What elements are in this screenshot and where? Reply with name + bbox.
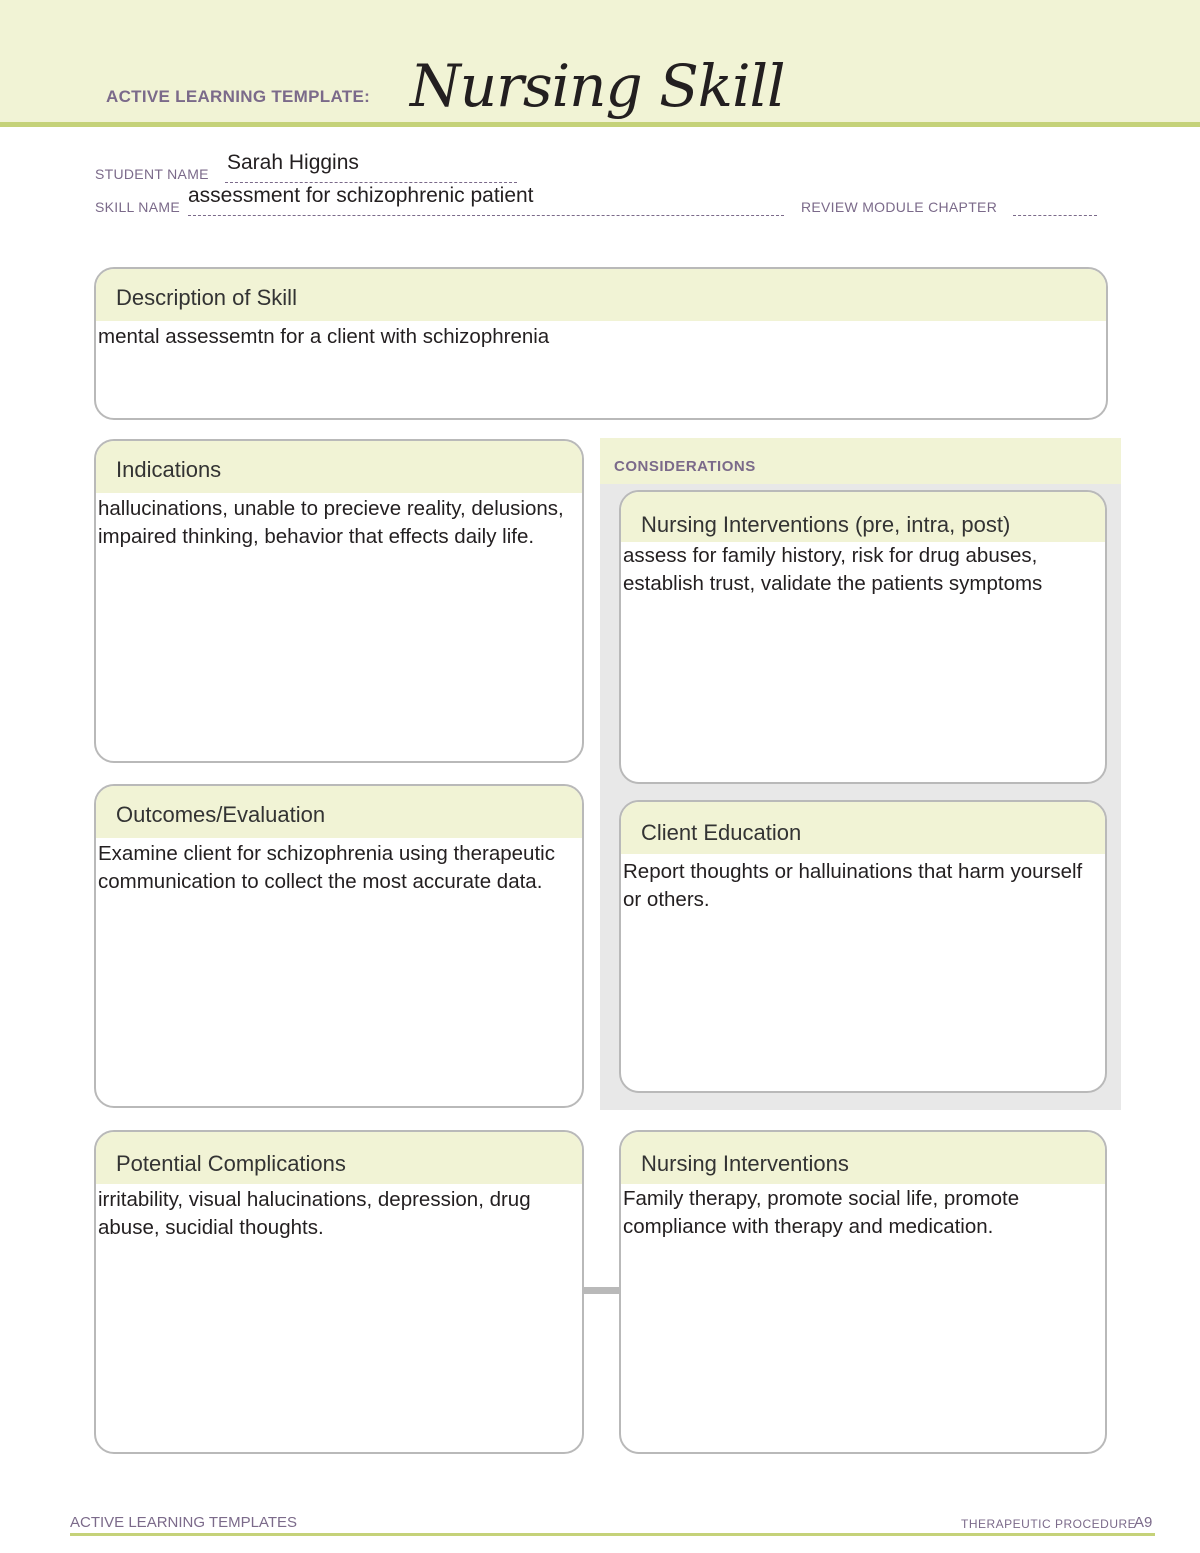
header-rule (0, 122, 1200, 127)
skill-name-label: SKILL NAME (95, 199, 180, 215)
outcomes-header (96, 786, 582, 838)
page-title: Nursing Skill (410, 52, 785, 120)
outcomes-title: Outcomes/Evaluation (116, 802, 326, 827)
description-text[interactable]: mental assessemtn for a client with schizophrenia (98, 325, 550, 348)
nursing-interventions-phases-text[interactable]: assess for family history, risk for drug abuses, establish trust, validate the patients symptoms (623, 544, 1043, 595)
template-label: ACTIVE LEARNING TEMPLATE: (106, 87, 371, 106)
skill-name-line (188, 215, 784, 216)
nursing-interventions-text[interactable]: Family therapy, promote social life, promote compliance with therapy and medication. (623, 1187, 1020, 1238)
description-box (94, 267, 1108, 420)
student-name-field[interactable]: Sarah Higgins (227, 151, 359, 174)
review-module-label: REVIEW MODULE CHAPTER (801, 199, 998, 215)
nursing-interventions-title: Nursing Interventions (641, 1151, 849, 1176)
page-number: A9 (1134, 1514, 1153, 1531)
outcomes-box (94, 784, 584, 1108)
complications-title: Potential Complications (116, 1151, 346, 1176)
complications-header (96, 1132, 582, 1184)
student-name-label: STUDENT NAME (95, 166, 209, 182)
indications-header (96, 441, 582, 493)
complications-box (94, 1130, 584, 1454)
complications-text[interactable]: irritability, visual halucinations, depression, drug abuse, sucidial thoughts. (98, 1188, 531, 1239)
indications-text[interactable]: hallucinations, unable to precieve reality, delusions, impaired thinking, behavior that effects daily life. (98, 497, 564, 548)
client-education-header (621, 802, 1105, 854)
considerations-title: CONSIDERATIONS (614, 458, 756, 475)
description-header (96, 269, 1106, 321)
outcomes-text[interactable]: Examine client for schizophrenia using therapeutic communication to collect the most accurate data. (98, 842, 555, 893)
nursing-interventions-header (621, 1132, 1105, 1184)
review-module-field[interactable] (1013, 215, 1097, 216)
nursing-interventions-phases-header (621, 492, 1105, 542)
indications-title: Indications (116, 457, 222, 482)
client-education-text[interactable]: Report thoughts or halluinations that harm yourself or others. (623, 860, 1083, 911)
considerations-header (600, 438, 1121, 484)
nursing-interventions-phases-title: Nursing Interventions (pre, intra, post) (641, 512, 1011, 537)
footer-rule (70, 1533, 1155, 1536)
nursing-interventions-phases-box (619, 490, 1107, 784)
description-title: Description of Skill (116, 285, 297, 310)
nursing-interventions-box (619, 1130, 1107, 1454)
footer-right-label: THERAPEUTIC PROCEDURE (961, 1517, 1137, 1531)
skill-name-field[interactable]: assessment for schizophrenic patient (188, 184, 534, 207)
student-name-line (225, 182, 517, 183)
indications-box (94, 439, 584, 763)
box-connector (584, 1287, 620, 1294)
client-education-title: Client Education (641, 820, 802, 845)
footer-left-label: ACTIVE LEARNING TEMPLATES (70, 1514, 297, 1531)
client-education-box (619, 800, 1107, 1093)
